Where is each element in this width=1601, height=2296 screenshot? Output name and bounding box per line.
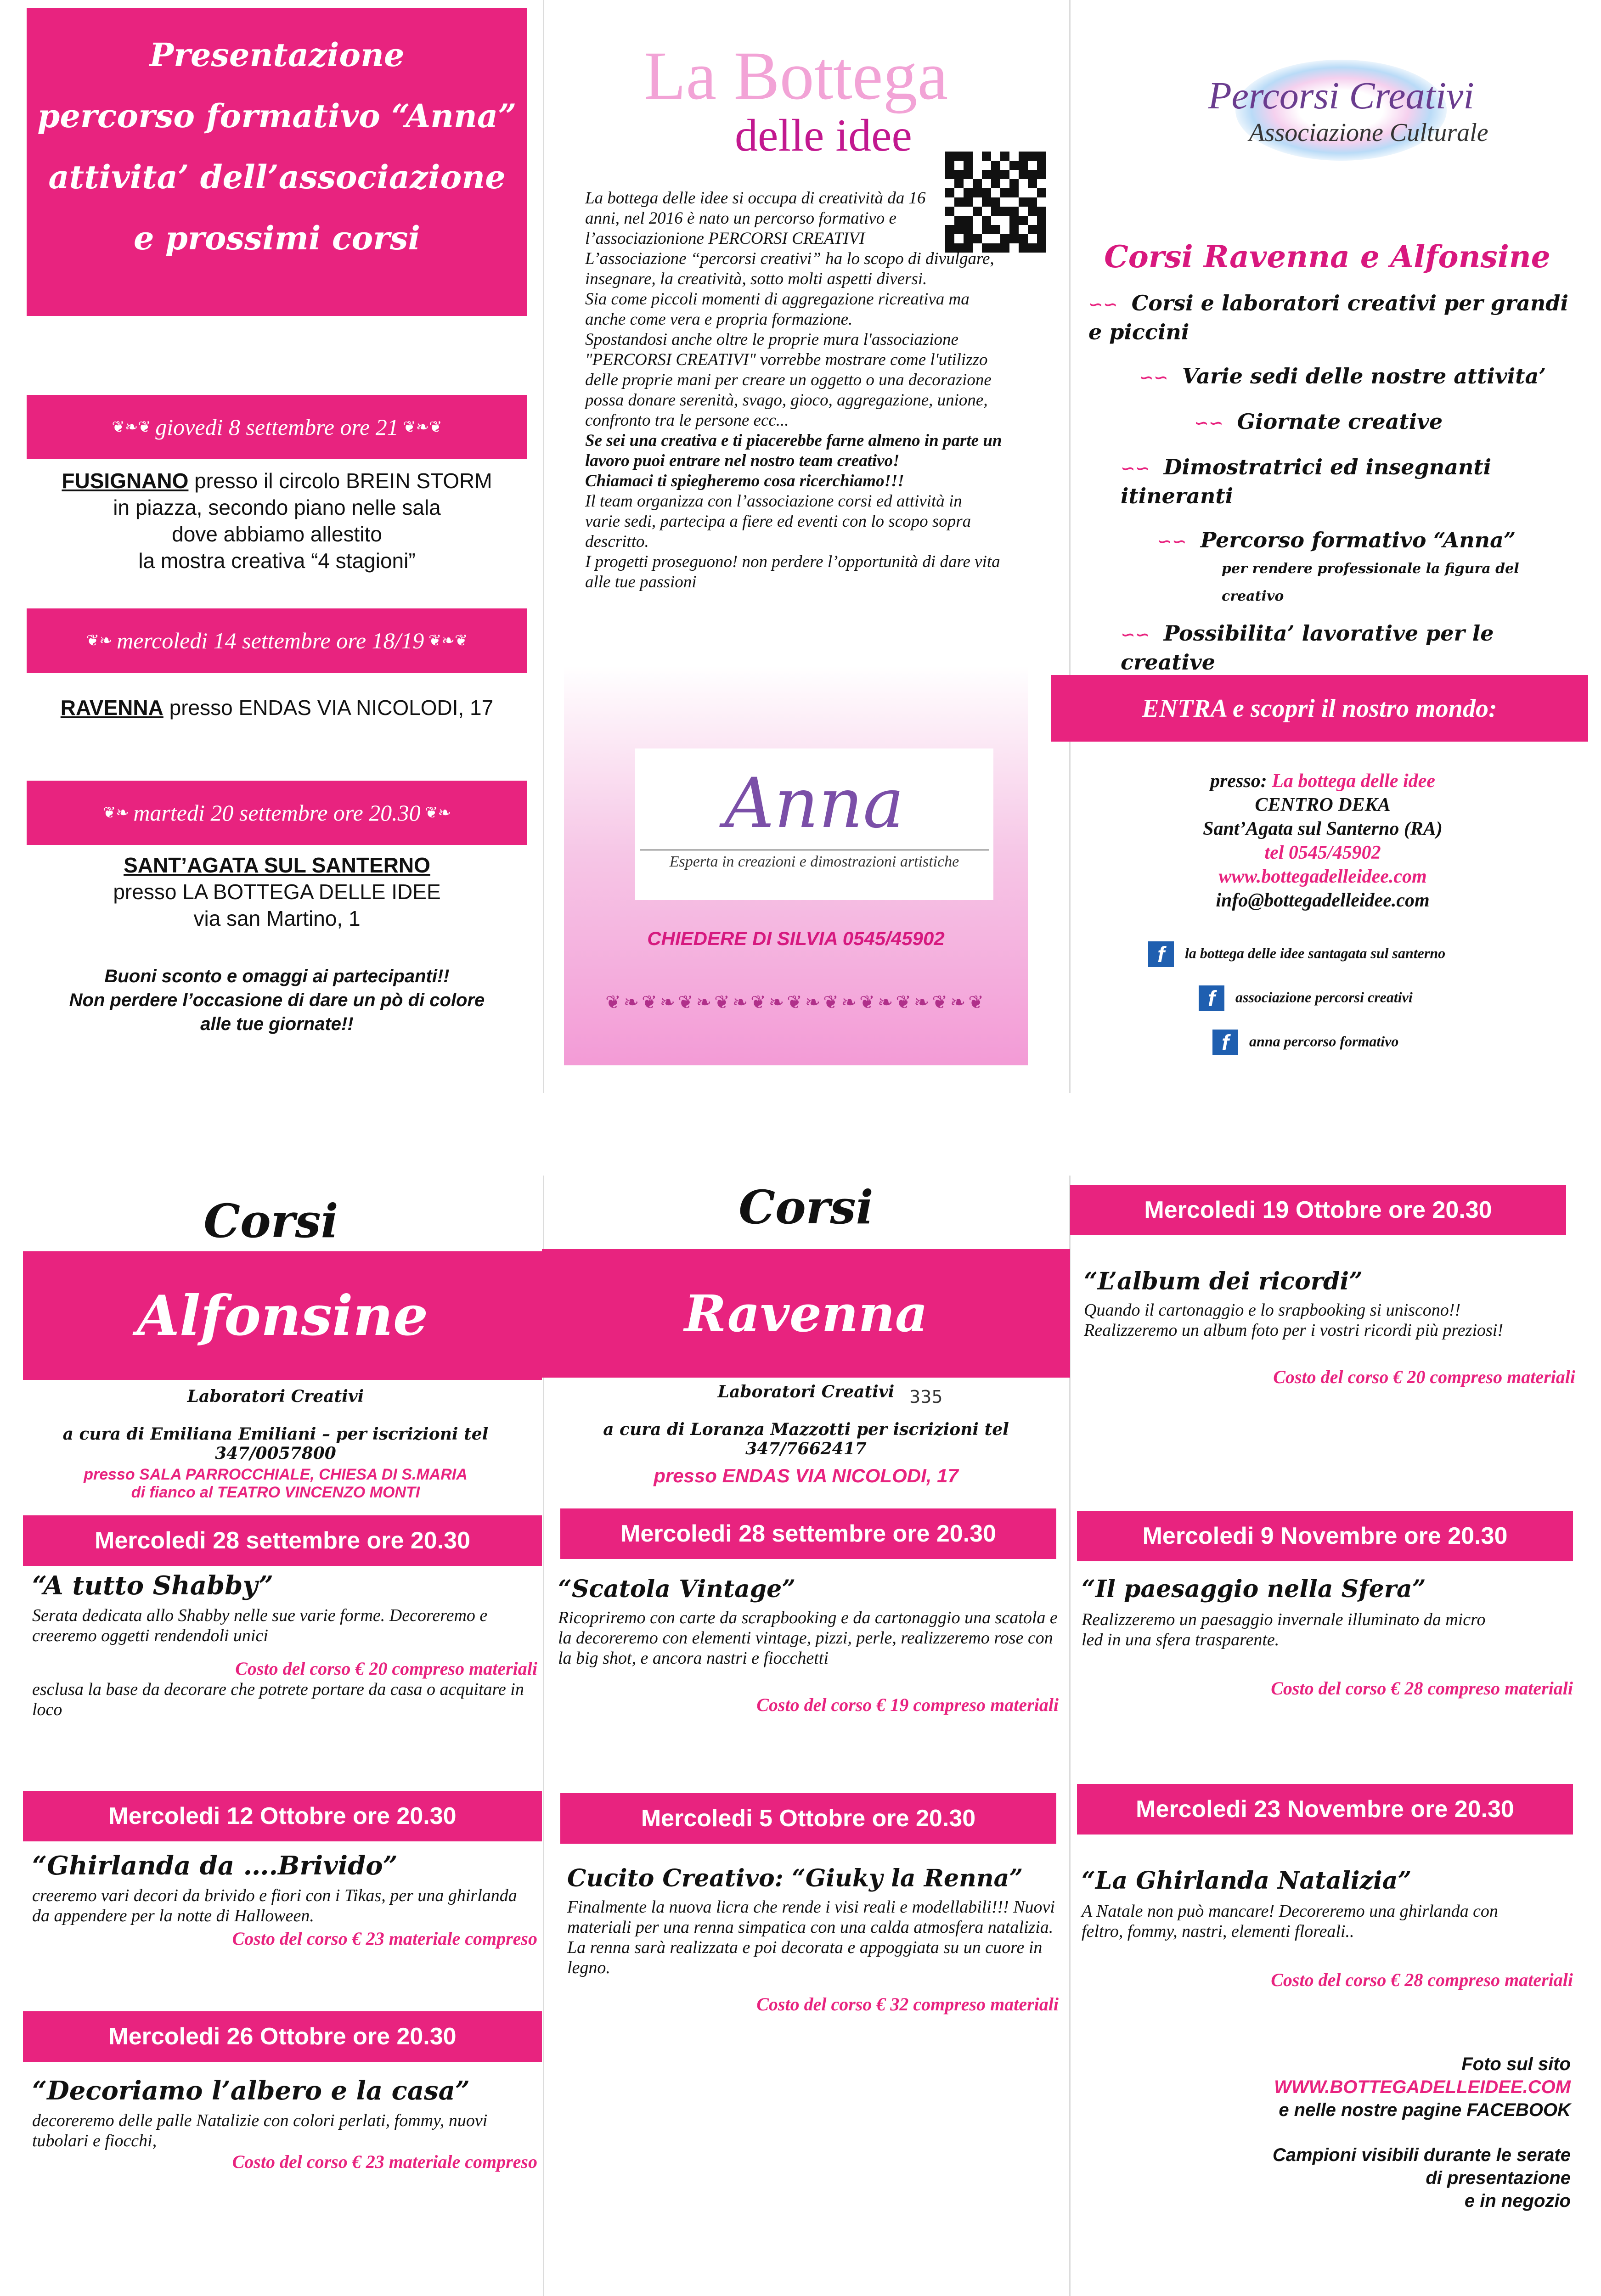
swirl-bullet-icon: ∽∽	[1121, 624, 1150, 645]
course-title: “Decoriamo l’albero e la casa”	[32, 2076, 470, 2106]
website-link[interactable]: www.bottegadelleidee.com	[1218, 866, 1427, 887]
lab-label: Laboratori Creativi	[717, 1382, 895, 1401]
course-item	[32, 1851, 537, 1949]
website-link[interactable]: WWW.BOTTEGADELLEIDEE.COM	[1274, 2077, 1571, 2097]
event-date: giovedi 8 settembre ore 21	[155, 414, 399, 440]
course-date: Mercoledi 23 Novembre ore 20.30	[1136, 1796, 1514, 1823]
facebook-icon: f	[1148, 941, 1174, 967]
para-team: Se sei una creativa e ti piacerebbe farne almeno in parte un lavoro puoi entrare nel nostro team creativo!	[585, 431, 1002, 470]
swirl-bullet-icon: ∽∽	[1088, 294, 1118, 315]
presso-value: La bottega delle idee	[1272, 771, 1435, 792]
ravenna-info	[547, 1382, 1065, 1487]
course-date: Mercoledi 28 settembre ore 20.30	[95, 1527, 470, 1554]
event-date: mercoledi 14 settembre ore 18/19	[117, 628, 424, 653]
feature-item	[1157, 526, 1580, 555]
feature-label: Percorso formativo “Anna”	[1200, 528, 1516, 552]
ornament-icon: ❦❧	[420, 804, 451, 822]
swirl-bullet-icon: ∽∽	[1194, 412, 1223, 433]
facebook-item[interactable]	[1148, 941, 1584, 967]
feature-item	[1088, 289, 1580, 346]
course-item	[32, 2076, 537, 2172]
ornament-icon: ❦❧❦	[112, 418, 156, 436]
course-date: Mercoledi 26 Ottobre ore 20.30	[108, 2023, 457, 2050]
assoc-logo	[1121, 55, 1562, 165]
facebook-icon: f	[1212, 1030, 1238, 1055]
event-place: FUSIGNANO	[62, 469, 189, 493]
course-item	[567, 1864, 1059, 2015]
fold-line-top-2	[1069, 0, 1071, 1093]
course-date: Mercoledi 5 Ottobre ore 20.30	[641, 1805, 976, 1832]
alfonsine-title-band	[23, 1251, 542, 1380]
event-details-fusignano	[27, 467, 527, 574]
course-cost: Costo del corso € 32 compreso materiali	[756, 1994, 1059, 2015]
middle-panel	[564, 14, 1028, 1065]
feature-label: Giornate creative	[1237, 409, 1443, 434]
header-line: attivita’ dell’associazione	[48, 158, 506, 196]
course-title: “Il paesaggio nella Sfera”	[1082, 1575, 1426, 1603]
anna-logo: Anna	[724, 764, 904, 844]
course-cost: Costo del corso € 19 compreso materiali	[756, 1694, 1059, 1715]
event-details-ravenna	[27, 694, 527, 721]
course-desc: Finalmente la nuova licra che rende i visi reali e modellabili!!! Nuovi materiali per una renna simpatica con una calda atmosfera natalizia. La renna sarà realizzata e poi decorata e appoggiata su un cuore in legno.	[567, 1897, 1055, 1977]
course-item	[1082, 1575, 1573, 1699]
assoc-line1: Percorsi Creativi	[1208, 74, 1474, 117]
address-line: Sant’Agata sul Santerno (RA)	[1203, 818, 1443, 839]
footer-line: Buoni sconto e omaggi ai partecipanti!!	[104, 966, 450, 986]
course-date-band	[1077, 1511, 1573, 1561]
course-date: Mercoledi 12 Ottobre ore 20.30	[108, 1803, 457, 1829]
event-line: presso LA BOTTEGA DELLE IDEE	[113, 880, 441, 904]
course-cost: Costo del corso € 28 compreso materiali	[1271, 1678, 1573, 1699]
course-cost: Costo del corso € 20 compreso materiali	[1273, 1367, 1575, 1387]
swirl-bullet-icon: ∽∽	[1139, 367, 1168, 388]
course-date: Mercoledi 9 Novembre ore 20.30	[1142, 1523, 1508, 1549]
course-date: Mercoledi 28 settembre ore 20.30	[620, 1520, 996, 1547]
fold-line-top-1	[543, 0, 544, 1093]
facebook-label: anna percorso formativo	[1249, 1033, 1399, 1050]
event-line-text: presso ENDAS VIA NICOLODI, 17	[163, 696, 494, 720]
email-link[interactable]: info@bottegadelleidee.com	[1216, 890, 1430, 911]
swirl-bullet-icon: ∽∽	[1121, 458, 1150, 478]
logo-line2: delle idee	[735, 110, 912, 161]
course-title: “Ghirlanda da ….Brivido”	[32, 1851, 398, 1881]
ravenna-title-small: Corsi	[738, 1180, 874, 1234]
feature-label: Possibilita’ lavorative per le creative	[1121, 621, 1494, 675]
event-line	[27, 694, 527, 721]
course-title: “L’album dei ricordi”	[1084, 1267, 1363, 1295]
event-band-fusignano	[27, 395, 527, 459]
course-cost: Costo del corso € 23 materiale compreso	[232, 1928, 537, 1949]
facebook-icon: f	[1199, 985, 1224, 1011]
event-line-text: presso il circolo BREIN STORM	[188, 469, 492, 493]
course-date: Mercoledi 19 Ottobre ore 20.30	[1144, 1197, 1492, 1223]
presso-line	[1079, 769, 1566, 793]
course-title: “Scatola Vintage”	[558, 1575, 796, 1603]
course-date-band	[1070, 1185, 1566, 1235]
course-cost: Costo del corso € 28 compreso materiali	[1271, 1970, 1573, 1990]
para-beyond: Spostandosi anche oltre le proprie mura l'associazione "PERCORSI CREATIVI" vorrebbe mostrare come l'utilizzo delle proprie mani per creare un oggetto o una decorazione possa donare serenità, svago, gioco, aggregazione, unione, confronto tra le persone ecc...	[585, 330, 992, 430]
alfonsine-title: Alfonsine	[136, 1283, 428, 1348]
header-line: Presentazione	[149, 36, 405, 74]
swirl-bullet-icon: ∽∽	[1157, 531, 1187, 551]
para-projects: I progetti proseguono! non perdere l’opportunità di dare vita alle tue passioni	[585, 552, 1000, 591]
course-cost: Costo del corso € 20 compreso materiali	[235, 1658, 537, 1679]
feature-item	[1194, 408, 1580, 437]
tel-line: tel 0545/45902	[1264, 842, 1381, 863]
event-line: in piazza, secondo piano nelle sala	[113, 495, 441, 519]
enter-band	[1051, 675, 1588, 742]
course-item	[558, 1575, 1059, 1716]
facebook-links	[1148, 937, 1584, 1055]
anna-tagline: Esperta in creazioni e dimostrazioni artistiche	[640, 850, 989, 871]
course-desc: Realizzeremo un paesaggio invernale illuminato da micro led in una sfera trasparente.	[1082, 1610, 1486, 1649]
course-desc: decoreremo delle palle Natalizie con colori perlati, fommy, nuovi tubolari e fiocchi,	[32, 2111, 488, 2150]
alfonsine-info	[18, 1387, 533, 1502]
address-line: CENTRO DEKA	[1255, 794, 1391, 816]
para-scope: L’associazione “percorsi creativi” ha lo scopo di divulgare, insegnare, la creatività, sotto molti aspetti diversi.	[585, 249, 994, 288]
facebook-item[interactable]	[1199, 985, 1584, 1011]
enter-label: ENTRA e scopri il nostro mondo:	[1142, 694, 1497, 723]
event-line	[27, 467, 527, 494]
course-date-band	[560, 1793, 1056, 1844]
course-desc: Serata dedicata allo Shabby nelle sue varie forme. Decoreremo e creeremo oggetti rendendoli unici	[32, 1606, 488, 1645]
facebook-label: la bottega delle idee santagata sul santerno	[1185, 945, 1446, 962]
event-band-ravenna	[27, 608, 527, 673]
header-line: percorso formativo “Anna”	[37, 97, 517, 135]
event-date: martedi 20 settembre ore 20.30	[133, 800, 421, 826]
course-date-band	[560, 1508, 1056, 1559]
logo-bottega	[564, 38, 1028, 161]
footer-line: e in negozio	[1464, 2191, 1571, 2211]
contact-block	[1079, 769, 1566, 912]
presentation-header	[27, 8, 527, 316]
event-line: dove abbiamo allestito	[172, 522, 382, 546]
cura-line: a cura di Loranza Mazzotti per iscrizioni tel 347/7662417	[603, 1420, 1009, 1458]
para-organize: Il team organizza con l’associazione corsi ed attività in varie sedi, partecipa a fiere ed eventi con lo scopo sopra descritto.	[585, 492, 971, 551]
right-heading: Corsi Ravenna e Alfonsine	[1104, 239, 1550, 275]
ornament-icon: ❦❧❦❧❦❧❦❧❦❧❦❧❦❧❦❧❦❧❦❧❦	[605, 992, 987, 1013]
features-list	[1084, 289, 1580, 676]
lab-label: Laboratori Creativi	[187, 1387, 364, 1406]
middle-body-text	[585, 188, 1044, 592]
course-cost: Costo del corso € 23 materiale compreso	[232, 2151, 537, 2172]
header-line: e prossimi corsi	[133, 219, 421, 257]
alfonsine-title-small: Corsi	[203, 1194, 338, 1248]
event-band-santagata	[27, 781, 527, 845]
feature-item	[1121, 619, 1580, 676]
footer-line: Campioni visibili durante le serate	[1272, 2145, 1571, 2165]
footer-line: alle tue giornate!!	[200, 1014, 354, 1034]
ornament-icon: ❦❧❦	[398, 418, 442, 436]
facebook-item[interactable]	[1212, 1030, 1584, 1055]
event-details-santagata	[27, 852, 527, 932]
footer-line: e nelle nostre pagine FACEBOOK	[1279, 2100, 1571, 2120]
feature-item	[1121, 453, 1580, 510]
presso-line: presso SALA PARROCCHIALE, CHIESA DI S.MARIA	[84, 1466, 468, 1483]
footer-line: Foto sul sito	[1461, 2054, 1571, 2074]
ravenna-title: Ravenna	[684, 1283, 928, 1343]
left-footer	[27, 964, 527, 1036]
course-desc: Quando il cartonaggio e lo srapbooking si uniscono!! Realizzeremo un album foto per i vostri ricordi più preziosi!	[1084, 1300, 1504, 1340]
ravenna-title-band	[542, 1249, 1070, 1378]
course-desc: creeremo vari decori da brivido e fiori con i Tikas, per una ghirlanda da appendere per la notte di Halloween.	[32, 1886, 517, 1925]
feature-label: Corsi e laboratori creativi per grandi e piccini	[1088, 291, 1568, 344]
feature-label: Dimostratrici ed insegnanti itineranti	[1121, 455, 1492, 508]
feature-label: Varie sedi delle nostre attivita’	[1182, 364, 1546, 388]
right-footer	[1084, 2053, 1571, 2212]
course-date-band	[23, 1515, 542, 1566]
handwritten-note: 335	[909, 1387, 943, 1407]
course-item	[1082, 1867, 1573, 1991]
logo-line1: La Bottega	[643, 38, 948, 114]
ornament-icon: ❦❧❦	[424, 632, 468, 649]
course-note: esclusa la base da decorare che potrete portare da casa o acquitare in loco	[32, 1680, 524, 1719]
anna-logo-card	[635, 748, 993, 900]
contact-silvia: CHIEDERE DI SILVIA 0545/45902	[647, 928, 945, 949]
course-title: “La Ghirlanda Natalizia”	[1082, 1867, 1412, 1895]
feature-sub: per rendere professionale la figura del creativo	[1222, 561, 1519, 604]
course-date-band	[23, 1791, 542, 1841]
event-line: via san Martino, 1	[193, 906, 361, 930]
course-title: Cucito Creativo: “Giuky la Renna”	[567, 1864, 1023, 1892]
course-date-band	[1077, 1784, 1573, 1835]
course-item	[1084, 1267, 1575, 1388]
para-aggregation: Sia come piccoli momenti di aggregazione ricreativa ma anche come vera e propria formazione.	[585, 290, 970, 329]
assoc-line2: Associazione Culturale	[1249, 118, 1488, 147]
presso-line: di fianco al TEATRO VINCENZO MONTI	[131, 1484, 420, 1501]
course-date-band	[23, 2011, 542, 2062]
event-line: la mostra creativa “4 stagioni”	[138, 549, 416, 573]
course-desc: Ricopriremo con carte da scrapbooking e da cartonaggio una scatola e la decoreremo con elementi vintage, pizzi, perle, realizzeremo rose con la big shot, e ancora nastri e fiocchetti	[558, 1608, 1058, 1668]
para-intro: La bottega delle idee si occupa di creatività da 16 anni, nel 2016 è nato un percorso formativo e l’associazionione PERCORSI CREATIVI	[585, 189, 926, 248]
event-place: RAVENNA	[60, 696, 163, 720]
course-title: “A tutto Shabby”	[32, 1570, 274, 1601]
para-call: Chiamaci ti spiegheremo cosa ricerchiamo!!!	[585, 472, 904, 490]
presso-line: presso ENDAS VIA NICOLODI, 17	[654, 1465, 958, 1486]
course-item	[32, 1570, 537, 1720]
course-desc: A Natale non può mancare! Decoreremo una ghirlanda con feltro, fommy, nastri, elementi floreali..	[1082, 1902, 1498, 1941]
presso-label: presso:	[1210, 771, 1272, 792]
event-place: SANT’AGATA SUL SANTERNO	[124, 853, 430, 877]
footer-line: di presentazione	[1426, 2168, 1571, 2188]
ornament-icon: ❦❧	[86, 632, 117, 649]
feature-item	[1139, 362, 1580, 391]
footer-line: Non perdere l’occasione di dare un pò di colore	[69, 990, 485, 1010]
facebook-label: associazione percorsi creativi	[1235, 989, 1413, 1006]
cura-line: a cura di Emiliana Emiliani – per iscrizioni tel 347/0057800	[62, 1424, 489, 1463]
ornament-icon: ❦❧	[102, 804, 134, 822]
